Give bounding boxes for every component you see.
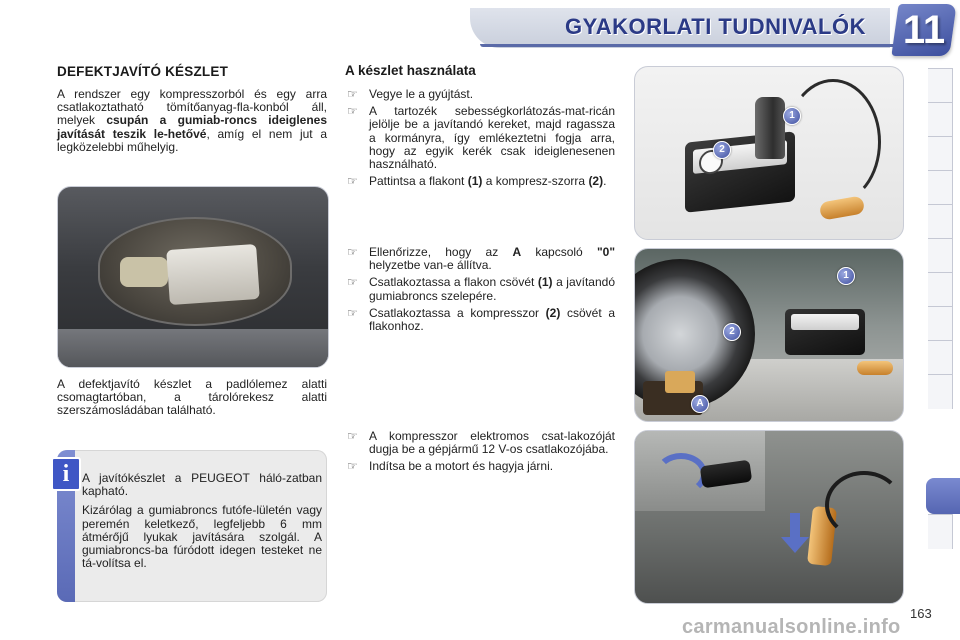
- compressor: [785, 309, 865, 355]
- tyre-connection-photo: [634, 248, 904, 422]
- step-ref: A: [512, 245, 522, 259]
- intro-text-end: , amíg el nem jut a legközelebbi műhelyig.: [57, 126, 328, 154]
- step-text: A kompresszor elektromos csat-lakozóját dugja be a gépjármű 12 V-os csatlakozójába.: [369, 429, 615, 457]
- callout-badge-1: 1: [837, 267, 855, 285]
- step-text: helyzetbe van-e állítva.: [369, 258, 492, 273]
- header-rule: [480, 44, 900, 47]
- page-number: 163: [910, 606, 932, 621]
- chapter-number: 11: [902, 8, 946, 52]
- trunk-caption: A defektjavító készlet a padlólemez alatti csomagtartóban, a tárolórekesz alatti szerszámosládában található.: [57, 377, 327, 418]
- step-text: a kompresz-szorra: [482, 174, 589, 189]
- pointing-hand-icon: ☞: [347, 459, 358, 474]
- chapter-tab[interactable]: [928, 68, 953, 103]
- pointing-hand-icon: ☞: [347, 87, 358, 101]
- section-title: DEFEKTJAVÍTÓ KÉSZLET: [57, 64, 229, 79]
- chapter-title: GYAKORLATI TUDNIVALÓK: [565, 14, 866, 39]
- pointing-hand-icon: ☞: [347, 275, 358, 290]
- page-header: [0, 0, 960, 58]
- chapter-tab-active[interactable]: [926, 478, 960, 514]
- chapter-tabs: [928, 68, 960, 568]
- pointing-hand-icon: ☞: [347, 104, 358, 119]
- chapter-tab[interactable]: [928, 102, 953, 137]
- step-text: A tartozék sebességkorlátozás-mat-ricán jelölje be a javítandó kereket, majd ragassza a kormányra, így emlékeztetni fogja arra, hogy az egyik kerék csak ideiglenesenen használható.: [369, 104, 615, 172]
- chapter-tab[interactable]: [928, 514, 953, 549]
- info-text: [82, 472, 322, 576]
- step-text: a javítandó gumiabroncs szelepére.: [369, 275, 615, 303]
- hose: [785, 79, 881, 205]
- list-item: [345, 307, 615, 333]
- info-paragraph: A javítókészlet a PEUGEOT háló-zatban kapható.: [82, 471, 322, 499]
- step-ref: (2): [545, 305, 561, 320]
- info-paragraph: Kizárólag a gumiabroncs futófe-lületén vagy peremén keletkező, legfeljebb 6 mm átmérőjű lyukak javítására szolgál. A gumiabroncs-ba fúródott idegen testeket ne tá-volítsa el.: [82, 503, 322, 571]
- step-text: Vegye le a gyújtást.: [369, 87, 474, 101]
- pointing-hand-icon: ☞: [347, 429, 358, 443]
- chapter-tab[interactable]: [928, 238, 953, 273]
- turn-arrow-icon: [655, 453, 707, 495]
- kit-assembly-photo: [634, 66, 904, 240]
- list-item: [345, 175, 615, 188]
- step-text: Ellenőrizze, hogy az: [369, 245, 513, 259]
- step-text: Csatlakoztassa a kompresszor: [369, 305, 546, 320]
- steps-list-2: [345, 246, 615, 337]
- step-ref: (2): [588, 174, 604, 189]
- callout-badge-1: 1: [783, 107, 801, 125]
- step-ref: (1): [537, 275, 553, 290]
- step-text: kapcsoló: [521, 245, 597, 259]
- switch-a: [665, 371, 695, 393]
- trunk-sill: [58, 329, 328, 367]
- chapter-tab[interactable]: [928, 204, 953, 239]
- list-item: [345, 105, 615, 171]
- compressor-top: [791, 314, 859, 330]
- step-ref: "0": [596, 245, 616, 259]
- arrow-head: [781, 537, 809, 553]
- usage-title: A készlet használata: [345, 63, 476, 78]
- trunk-photo: [57, 186, 329, 368]
- info-icon: i: [51, 457, 81, 491]
- usage-heading: [345, 63, 476, 78]
- list-item: [345, 430, 615, 456]
- step-text: Indítsa be a motort és hagyja járni.: [369, 459, 554, 474]
- list-item: [345, 276, 615, 302]
- step-text: .: [603, 174, 607, 189]
- connector-plug: [857, 361, 893, 375]
- pointing-hand-icon: ☞: [347, 174, 358, 189]
- power-socket-photo: [634, 430, 904, 604]
- pointing-hand-icon: ☞: [347, 305, 358, 320]
- list-item: [345, 88, 615, 101]
- repair-kit-box: [166, 244, 260, 305]
- pointing-hand-icon: ☞: [347, 245, 358, 259]
- step-text: csövét a flakonhoz.: [369, 305, 615, 334]
- chapter-tab[interactable]: [928, 272, 953, 307]
- chapter-tab[interactable]: [928, 374, 953, 409]
- cable: [825, 471, 903, 539]
- intro-paragraph: [57, 88, 327, 154]
- arrow-shaft: [790, 513, 800, 539]
- watermark: carmanualsonline.info: [682, 616, 901, 638]
- intro-emphasis: csupán a gumiab-roncs ideiglenes javítását teszik le-hetővé: [57, 113, 327, 141]
- chapter-tab[interactable]: [928, 136, 953, 171]
- tool-tray: [120, 257, 168, 287]
- list-item: [345, 460, 615, 473]
- sealant-bottle: [755, 97, 785, 159]
- intro-text: A rendszer egy kompresszorból és egy arra csatlakoztatható tömítőanyag-fla-konból áll, melyek: [57, 87, 327, 128]
- steps-list-3: [345, 430, 615, 478]
- callout-badge-2: 2: [713, 141, 731, 159]
- steps-list-1: [345, 88, 615, 192]
- left-column-heading: [57, 64, 327, 79]
- step-ref: (1): [467, 174, 483, 189]
- step-text: Pattintsa a flakont: [369, 174, 468, 189]
- chapter-tab[interactable]: [928, 170, 953, 205]
- list-item: [345, 246, 615, 272]
- down-arrow-icon: [785, 513, 805, 553]
- chapter-tab[interactable]: [928, 306, 953, 341]
- callout-badge-a: A: [691, 395, 709, 413]
- chapter-tab[interactable]: [928, 340, 953, 375]
- callout-badge-2: 2: [723, 323, 741, 341]
- step-text: Csatlakoztassa a flakon csövét: [369, 275, 538, 290]
